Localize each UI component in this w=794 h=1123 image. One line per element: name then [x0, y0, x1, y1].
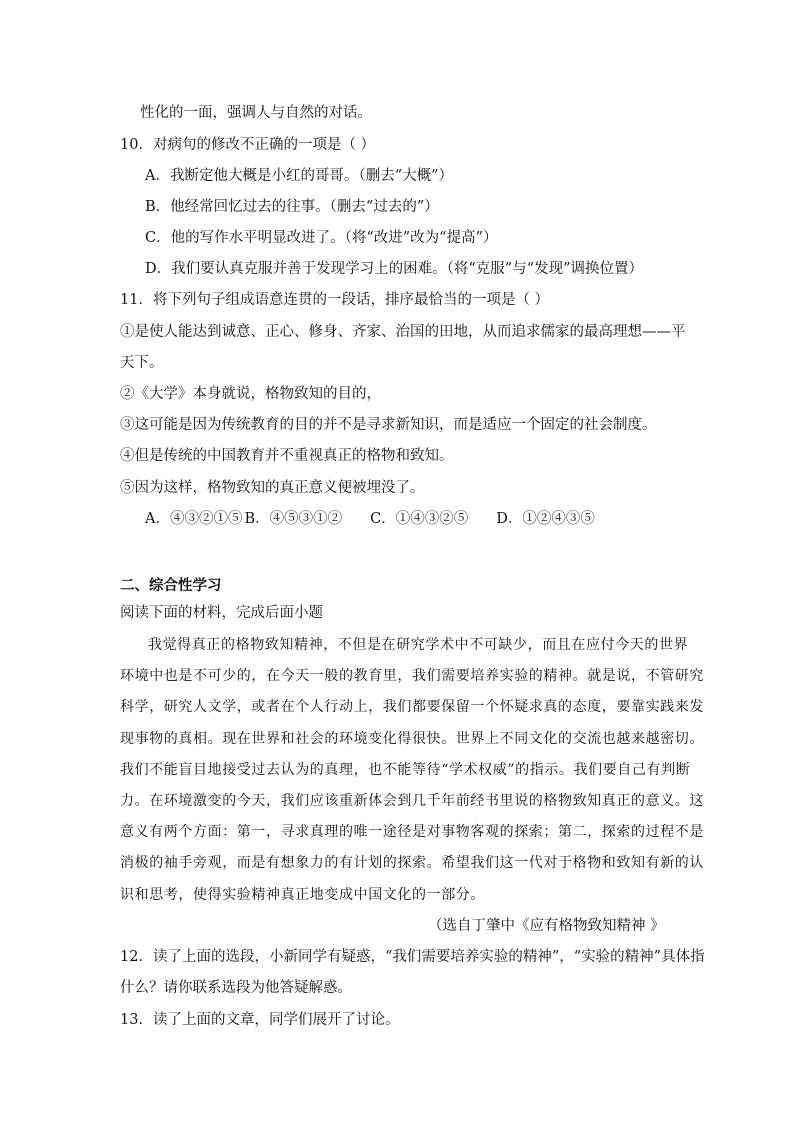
- passage-source: （选自丁肇中《应有格物致知精神 》: [428, 918, 665, 934]
- q11-sentence-2: ②《大学》本身就说，格物致知的目的，: [120, 386, 381, 402]
- q10-stem: 10．对病句的修改不正确的一项是（ ）: [120, 137, 376, 153]
- q11-sentence-1-cont: 天下。: [120, 355, 164, 371]
- passage-line-8: 消极的袖手旁观，而是有想象力的有计划的探索。希望我们这一代对于格物和致知有新的认: [120, 855, 704, 871]
- q11-option-c: C．①④③②⑤: [370, 511, 469, 527]
- q9-tail-text: 性化的一面，强调人与自然的对话。: [140, 105, 372, 121]
- passage-line-6: 力。在环境激变的今天，我们应该重新体会到几千年前经书里说的格物致知真正的意义。这: [120, 793, 704, 809]
- q12-line-1: 12．读了上面的选段，小新同学有疑惑，“我们需要培养实验的精神”，“实验的精神”具体指: [120, 949, 705, 965]
- q10-option-c: C．他的写作水平明显改进了。（将“改进”改为“提高”）: [145, 230, 498, 246]
- passage-line-2: 环境中也是不可少的，在今天一般的教育里，我们需要培养实验的精神。就是说，不管研究: [120, 668, 704, 684]
- q11-options: [145, 509, 595, 529]
- passage-line-9: 识和思考，使得实验精神真正地变成中国文化的一部分。: [120, 887, 485, 903]
- q11-sentence-3: ③这可能是因为传统教育的目的并不是寻求新知识，而是适应一个固定的社会制度。: [120, 417, 657, 433]
- q11-option-a: A．④③②①⑤: [145, 511, 243, 527]
- passage-line-5: 我们不能盲目地接受过去认为的真理，也不能等待“学术权威”的指示。我们要自己有判断: [120, 762, 691, 778]
- q11-stem: 11．将下列句子组成语意连贯的一段话，排序最恰当的一项是（ ）: [120, 292, 550, 308]
- passage-line-1: 我觉得真正的格物致知精神，不但是在研究学术中不可缺少，而且在应付今天的世界: [148, 637, 689, 653]
- q11-option-b: B．④⑤③①②: [244, 511, 343, 527]
- passage-line-7: 意义有两个方面：第一，寻求真理的唯一途径是对事物客观的探索；第二，探索的过程不是: [120, 824, 704, 840]
- q10-option-d: D．我们要认真克服并善于发现学习上的困难。（将“克服”与“发现”调换位置）: [145, 261, 644, 277]
- q11-sentence-1: ①是使人能达到诚意、正心、修身、齐家、治国的田地，从而追求儒家的最高理想——平: [120, 324, 686, 340]
- section-heading: 二、综合性学习: [120, 577, 222, 594]
- q11-sentence-4: ④但是传统的中国教育并不重视真正的格物和致知。: [120, 448, 454, 464]
- passage-line-3: 科学，研究人文学，或者在个人行动上，我们都要保留一个怀疑求真的态度，要靠实践来发: [120, 699, 704, 715]
- q12-line-2: 什么？请你联系选段为他答疑解惑。: [120, 980, 352, 996]
- q10-option-b: B．他经常回忆过去的往事。（删去“过去的”）: [145, 199, 439, 215]
- q11-option-d: D．①②④③⑤: [496, 511, 595, 527]
- q11-sentence-5: ⑤因为这样，格物致知的真正意义便被埋没了。: [120, 480, 425, 496]
- passage-line-4: 现事物的真相。现在世界和社会的环境变化得很快。世界上不同文化的交流也越来越密切。: [120, 731, 704, 747]
- q10-option-a: A．我断定他大概是小红的哥哥。（删去“大概”）: [145, 168, 454, 184]
- q13-stem: 13．读了上面的文章，同学们展开了讨论。: [120, 1012, 400, 1028]
- section-instruction: 阅读下面的材料，完成后面小题: [120, 605, 323, 621]
